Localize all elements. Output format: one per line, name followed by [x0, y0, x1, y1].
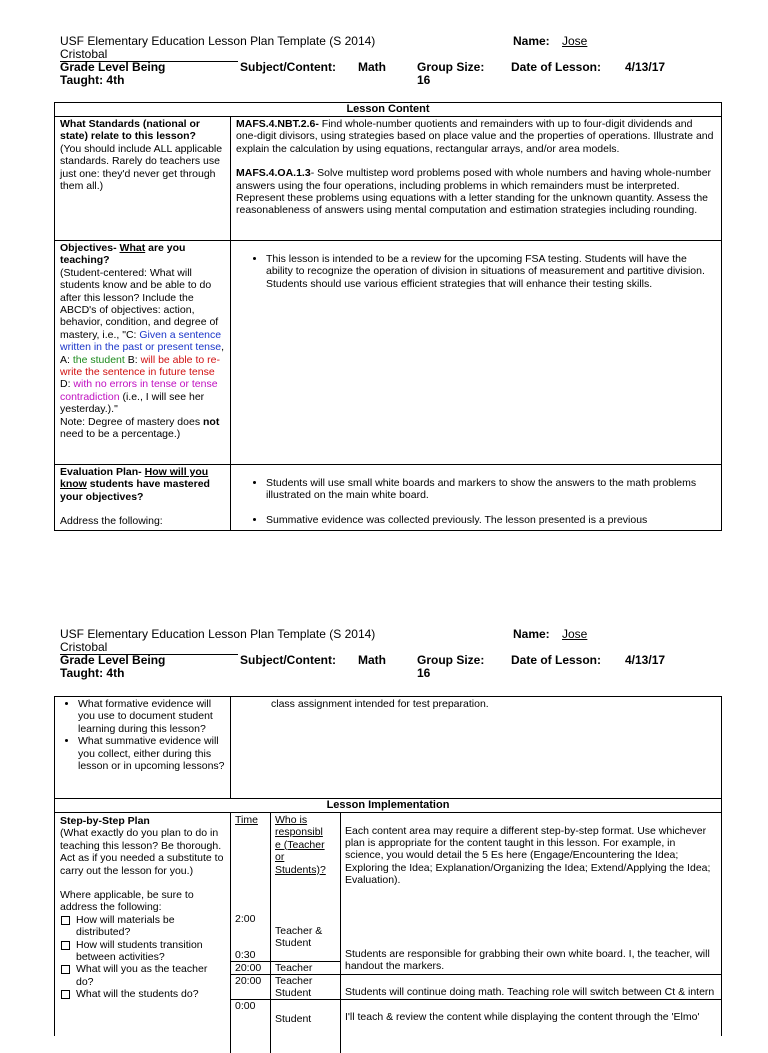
objectives-bullet: • This lesson is intended to be a review for the upcoming FSA testing. Students will have the ability to recognize the operation of division in situations of measurement and partitive division. Students should use various efficient strategies that will enhance their testing skills.: [266, 253, 715, 290]
grade-label-2: Taught: 4th: [60, 73, 125, 87]
objectives-audience: the student: [72, 353, 125, 366]
lesson-content-table: [54, 102, 722, 531]
template-title: USF Elementary Education Lesson Plan Template (S 2014): [60, 34, 376, 48]
time-5: 0:00: [235, 1000, 256, 1012]
time-2: 0:30: [235, 949, 256, 961]
standard-2-text: - Solve multistep word problems posed with whole numbers and having whole-number answers using the four operations, including problems in which remainders must be interpreted. Represent these problems using equations with a letter standing for the unknown quantity. Assess the reasonableness of answers using mental computation and estimation strategies including rounding.: [236, 167, 712, 217]
evaluation-continued-cell: [231, 697, 721, 798]
time-column: [231, 813, 271, 1053]
evaluation-q-post: students have mastered your objectives?: [60, 478, 210, 503]
objectives-answer-cell: [231, 241, 721, 464]
who-header-line-5: Students)?: [275, 863, 326, 876]
page1-header: [60, 35, 720, 87]
description-3: I'll teach & review the content while displaying the content through the 'Elmo': [345, 1010, 700, 1023]
objectives-q-what: What: [119, 242, 146, 254]
name-last: Cristobal: [60, 48, 238, 62]
lesson-content-title: Lesson Content: [55, 103, 721, 117]
evaluation-continued-row: [55, 697, 721, 799]
step-check-transition: How will students transition between activities?: [60, 939, 226, 964]
date-value-p2: 4/13/17: [625, 653, 666, 667]
date-label: Date of Lesson:: [511, 60, 602, 74]
evaluation-answer-cell: [231, 465, 721, 531]
evaluation-bullet-2: • Summative evidence was collected previously. The lesson presented is a previous: [266, 514, 715, 526]
who-4: Teacher: [275, 975, 313, 987]
subject-value: Math: [358, 60, 386, 74]
step-title: Step-by-Step Plan: [60, 815, 150, 827]
description-1: Students are responsible for grabbing their own white board. I, the teacher, will handout the markers.: [345, 947, 710, 972]
evaluation-formative-item: • What formative evidence will you use to document student learning during this lesson?: [78, 698, 226, 735]
group-label: Group Size:: [417, 60, 485, 74]
objectives-condition: Given a sentence written in the past or present tense: [60, 328, 222, 354]
evaluation-row: [55, 465, 721, 531]
name-label-p2: Name:: [513, 627, 550, 641]
who-column: [271, 813, 341, 1053]
group-label-p2: Group Size:: [417, 653, 485, 667]
time-header: Time: [235, 814, 258, 826]
objectives-question-cell: [55, 241, 231, 464]
objectives-q-post: are you teaching?: [60, 242, 186, 267]
step-by-step-question-cell: [55, 813, 231, 1053]
evaluation-question-cell: [55, 465, 231, 531]
standards-note: (You should include ALL applicable standards. Rarely do teachers use just one: they'd never get through them all.): [60, 142, 223, 193]
objectives-note-3-bold: not: [203, 415, 220, 428]
step-check-teacher: What will you as the teacher do?: [60, 963, 226, 988]
page2-header: [60, 628, 720, 680]
description-2: Students will continue doing math. Teaching role will switch between Ct & intern: [345, 985, 715, 998]
objectives-d-label: D:: [60, 378, 74, 391]
step-check-materials: How will materials be distributed?: [60, 914, 226, 939]
name-label: Name:: [513, 34, 550, 48]
standard-1-text: Find whole-number quotients and remainders with up to four-digit dividends and one-digit divisors, using strategies based on place value and the properties of operations. Illustrate and explain the calculation by using equations, rectangular arrays, and/or area models.: [236, 118, 714, 155]
standards-row: [55, 117, 721, 241]
objectives-note-2: (i.e., I will see her yesterday.).": [60, 390, 205, 416]
who-header: [275, 814, 338, 876]
evaluation-q-pre: Evaluation Plan-: [60, 466, 145, 478]
evaluation-q-link: How will you know: [60, 466, 209, 491]
subject-label-p2: Subject/Content:: [240, 653, 336, 667]
who-header-line-4: or: [275, 851, 285, 864]
evaluation-bullets-cell: [55, 697, 231, 798]
date-value: 4/13/17: [625, 60, 666, 74]
objectives-a-label: , A:: [60, 341, 225, 366]
evaluation-continued-text: class assignment intended for test preparation.: [271, 698, 489, 710]
time-3: 20:00: [235, 962, 262, 974]
objectives-behavior: will be able to re-write the sentence in future tense: [60, 353, 220, 379]
group-value-p2: 16: [417, 666, 431, 680]
evaluation-summative-item: • What summative evidence will you collect, either during this lesson or in upcoming lessons?: [78, 735, 226, 772]
lesson-implementation-title: Lesson Implementation: [55, 799, 721, 813]
subject-value-p2: Math: [358, 653, 386, 667]
grade-label: Grade Level Being: [60, 60, 166, 74]
description-header: Each content area may require a different step-by-step format. Use whichever plan is appropriate for the content taught in this lesson. For example, in science, you would detail the 5 Es here (Engage/Encountering the Idea; Exploring the Idea; Explanation/Organizing the Idea; Extend/Applying the Idea; Evaluation).: [345, 824, 711, 887]
who-2: Student: [275, 937, 312, 949]
who-3: Teacher: [275, 962, 313, 974]
who-header-line-3: e (Teacher: [275, 838, 325, 851]
name-first: Jose: [562, 34, 588, 48]
description-column: [341, 813, 721, 1053]
who-5: Student: [275, 987, 312, 999]
name-first-p2: Jose: [562, 627, 588, 641]
standards-answer-cell: [231, 117, 721, 240]
who-6: Student: [275, 1013, 312, 1025]
step-note: (What exactly do you plan to do in teaching this lesson? Be thorough. Act as if you needed a substitute to carry out the lesson for you.): [60, 827, 224, 877]
objectives-note-1: (Student-centered: What will students know and be able to do after this lesson? Include the ABCD's of objectives: action, behavior, condition, and degree of mastery, i.e., "C:: [60, 266, 219, 341]
grade-label-2-p2: Taught: 4th: [60, 666, 125, 680]
implementation-grid: [231, 813, 721, 1053]
template-title-p2: USF Elementary Education Lesson Plan Template (S 2014): [60, 627, 376, 641]
name-last-p2: Cristobal: [60, 641, 238, 655]
standards-question-cell: [55, 117, 231, 240]
objectives-q-pre: Objectives-: [60, 242, 120, 254]
objectives-degree: with no errors in tense or tense contradiction: [60, 378, 218, 403]
time-4: 20:00: [235, 975, 262, 987]
evaluation-bullet-1: • Students will use small white boards and markers to show the answers to the math problems illustrated on the main white board.: [266, 477, 715, 502]
who-1: Teacher &: [275, 925, 323, 937]
standard-2-code: MAFS.4.OA.1.3: [236, 167, 311, 180]
grade-label-p2: Grade Level Being: [60, 653, 166, 667]
date-label-p2: Date of Lesson:: [511, 653, 602, 667]
step-by-step-row: [55, 813, 721, 1053]
standard-1-code: MAFS.4.NBT.2.6-: [236, 118, 319, 130]
who-header-line-2: responsibl: [275, 826, 323, 839]
who-header-line-1: Who is: [275, 814, 308, 826]
step-where: Where applicable, be sure to address the following:: [60, 889, 194, 914]
time-1: 2:00: [235, 913, 256, 925]
implementation-table: [54, 696, 722, 1036]
objectives-b-label: B:: [124, 353, 141, 366]
objectives-note-3-post: need to be a percentage.): [60, 428, 181, 441]
standards-question: What Standards (national or state) relate to this lesson?: [60, 118, 201, 143]
subject-label: Subject/Content:: [240, 60, 336, 74]
objectives-note-3-pre: Note: Degree of mastery does: [60, 415, 203, 428]
step-check-students: What will the students do?: [60, 988, 226, 1000]
objectives-row: [55, 241, 721, 465]
step-checklist: [60, 914, 226, 1001]
group-value: 16: [417, 73, 431, 87]
evaluation-address: Address the following:: [60, 515, 163, 528]
